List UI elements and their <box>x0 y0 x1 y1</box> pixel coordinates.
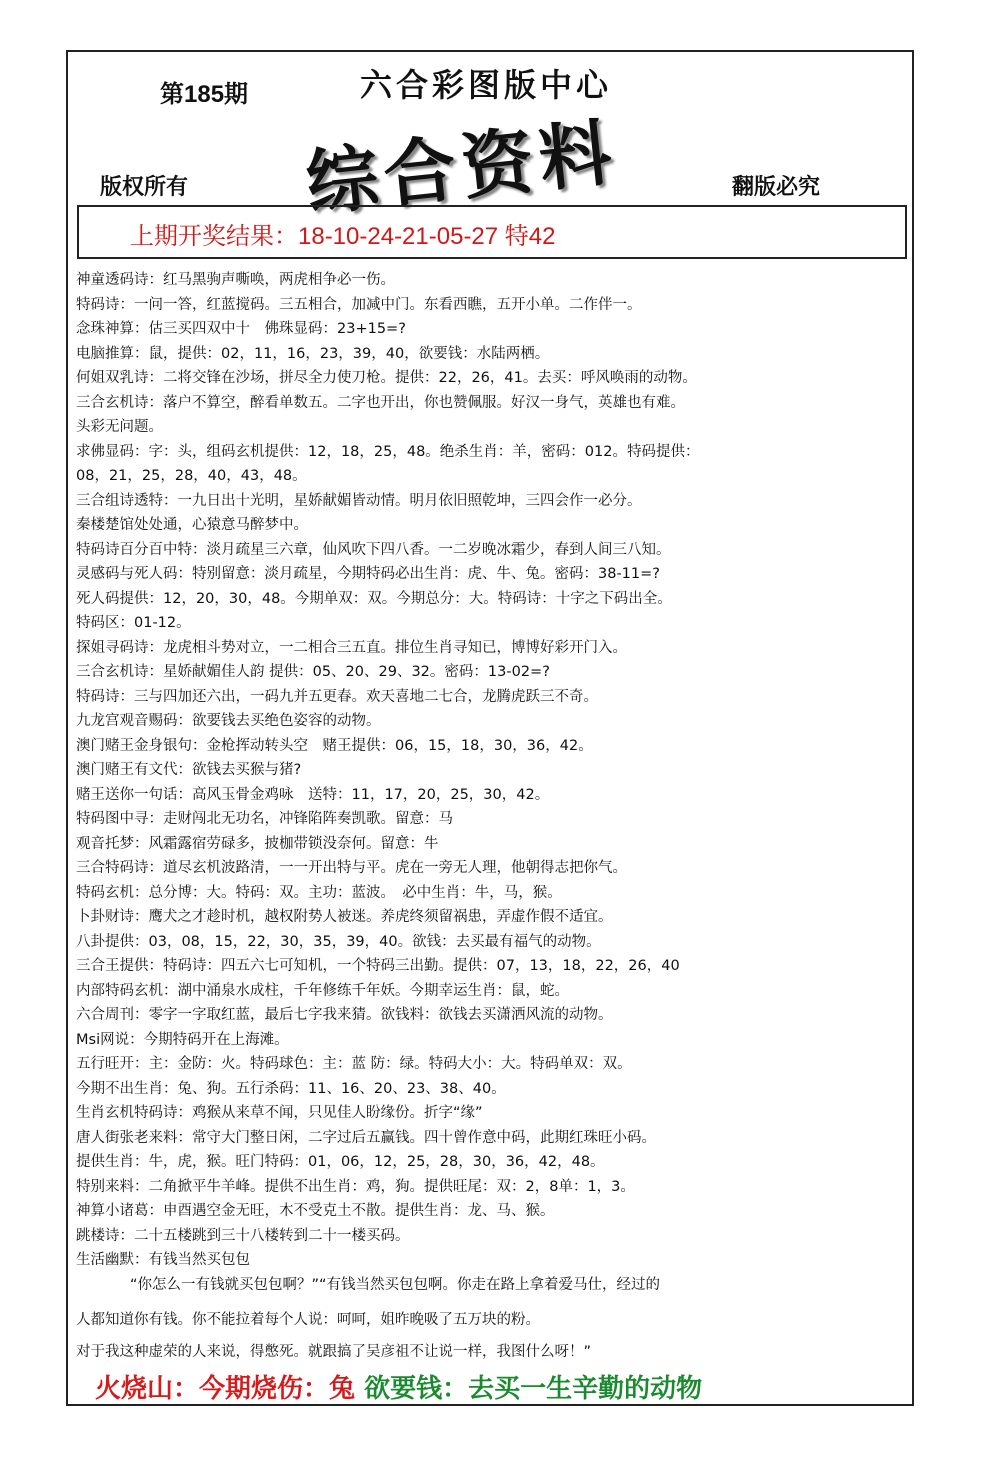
text-line: 三合玄机诗：星娇献媚佳人韵 提供：05、20、29、32。密码：13-02=? <box>76 664 550 680</box>
bottom-part-2: 欲要钱：去买一生辛勤的动物 <box>364 1374 703 1404</box>
text-line: 八卦提供：03，08，15，22，30，35，39，40。欲钱：去买最有福气的动物。 <box>76 933 601 950</box>
text-line: Msi网说：今期特码开在上海滩。 <box>76 1031 289 1048</box>
text-line: 三合组诗透特：一九日出十光明，星娇献媚皆动情。明月依旧照乾坤，三四会作一必分。 <box>76 492 642 509</box>
text-line: 电脑推算：鼠，提供：02，11，16，23，39，40，欲要钱：水陆两栖。 <box>76 345 550 362</box>
text-line: 三合王提供：特码诗：四五六七可知机，一个特码三出勤。提供：07，13，18，22，26，40 <box>76 958 680 974</box>
text-line: 特码诗百分百中特：淡月疏星三六章，仙风吹下四八香。一二岁晚冰霜少，春到人间三八知。 <box>76 541 671 558</box>
copyright-left: 版权所有 <box>100 174 189 200</box>
text-line: 内部特码玄机：湖中涌泉水成柱，千年修练千年妖。今期幸运生肖：鼠，蛇。 <box>76 982 569 999</box>
big-title: 综合资料 <box>301 108 622 227</box>
text-line: 神算小诸葛：申酉遇空金无旺，木不受克土不散。提供生肖：龙、马、猴。 <box>76 1203 555 1219</box>
text-line: 跳楼诗：二十五楼跳到三十八楼转到二十一楼买码。 <box>76 1227 410 1244</box>
text-line: 秦楼楚馆处处通，心猿意马醉梦中。 <box>76 517 308 533</box>
text-line: 特码区：01-12。 <box>76 615 191 631</box>
text-line: 六合周刊：零字一字取红蓝，最后七字我来猜。欲钱料：欲钱去买潇洒风流的动物。 <box>76 1007 613 1023</box>
content-lines <box>76 268 906 1273</box>
bottom-part-1: 火烧山：今期烧伤：兔 <box>95 1374 356 1404</box>
text-line: 三合玄机诗：落户不算空，醉看单数五。二字也开出，你也赞佩服。好汉一身气，英雄也有难。 <box>76 394 685 411</box>
text-line: 念珠神算：估三买四双中十 佛珠显码：23+15=? <box>76 321 406 337</box>
center-title: 六合彩图版中心 <box>360 66 613 104</box>
last-result: 上期开奖结果：18-10-24-21-05-27 特42 <box>130 223 556 250</box>
text-line: 五行旺开：主：金防：火。特码球色：主：蓝 防：绿。特码大小：大。特码单双：双。 <box>76 1056 632 1072</box>
text-line: 探姐寻码诗：龙虎相斗势对立，一二相合三五直。排位生肖寻知已，博博好彩开门入。 <box>76 639 627 656</box>
text-line: 特别来料：二角掀平牛羊峰。提供不出生肖：鸡，狗。提供旺尾：双：2，8单：1，3。 <box>76 1178 635 1195</box>
text-line: 何姐双乳诗：二将交锋在沙场，拼尽全力使刀枪。提供：22，26，41。去买：呼风唤雨的动物。 <box>76 370 697 386</box>
story-line: 人都知道你有钱。你不能拉着每个人说：呵呵，姐昨晚吸了五万块的粉。 <box>76 1312 540 1328</box>
text-line: 特码诗：一问一答，红蓝搅码。三五相合，加减中门。东看西瞧，五开小单。二作伴一。 <box>76 296 642 313</box>
text-line: 特码诗：三与四加还六出，一码九并五更春。欢天喜地二七合，龙腾虎跃三不奇。 <box>76 688 598 705</box>
text-line: 特码玄机：总分博：大。特码：双。主功：蓝波。 必中生肖：牛，马，猴。 <box>76 884 562 901</box>
text-line: 澳门赌王有文代：欲钱去买猴与猪? <box>76 762 302 778</box>
text-line: 神童透码诗：红马黑驹声嘶唤，两虎相争必一伤。 <box>76 272 395 288</box>
text-line: 求佛显码：字：头，组码玄机提供：12，18，25，48。绝杀生肖：羊，密码：012。特码提供： <box>76 443 700 460</box>
text-line: 灵感码与死人码：特别留意：淡月疏星，今期特码必出生肖：虎、牛、兔。密码：38-11=? <box>76 566 660 582</box>
text-line: 九龙宫观音赐码：欲要钱去买绝色姿容的动物。 <box>76 713 381 729</box>
text-line: 特码图中寻：走财闯北无功名，冲锋陷阵奏凯歌。留意：马 <box>76 811 453 827</box>
issue-number: 第185期 <box>160 81 249 108</box>
bottom-banner <box>95 1368 702 1405</box>
text-line: 死人码提供：12，20，30，48。今期单双：双。今期总分：大。特码诗：十字之下码出全。 <box>76 590 672 607</box>
text-line: 今期不出生肖：兔、狗。五行杀码：11、16、20、23、38、40。 <box>76 1080 506 1097</box>
text-line: 赌王送你一句话：高风玉骨金鸡咏 送特：11，17，20，25，30，42。 <box>76 786 550 803</box>
text-line: 观音托梦：风霜露宿劳碌多，披枷带锁没奈何。留意：牛 <box>76 835 439 852</box>
text-line: 三合特码诗：道尽玄机波路清，一一开出特与平。虎在一旁无人理，他朝得志把你气。 <box>76 860 627 876</box>
text-line: 卜卦财诗：鹰犬之才趁时机，越权附势人被迷。养虎终须留祸患，弄虚作假不适宜。 <box>76 909 613 925</box>
text-line: 澳门赌王金身银句：金枪挥动转头空 赌王提供：06，15，18，30，36，42。 <box>76 737 593 754</box>
story-line: “你怎么一有钱就买包包啊？”“有钱当然买包包啊。你走在路上拿着爱马仕，经过的 <box>130 1277 661 1293</box>
text-line: 唐人街张老来料：常守大门整日闲，二字过后五赢钱。四十曾作意中码，此期红珠旺小码。 <box>76 1129 656 1146</box>
text-line: 头彩无问题。 <box>76 419 163 435</box>
text-line: 08，21，25，28，40，43，48。 <box>76 468 307 484</box>
text-line: 生肖玄机特码诗：鸡猴从来草不闻，只见佳人盼缘份。折字“缘” <box>76 1105 483 1121</box>
copyright-right: 翻版必究 <box>732 174 821 200</box>
text-line: 生活幽默：有钱当然买包包 <box>76 1252 250 1268</box>
text-line: 提供生肖：牛，虎，猴。旺门特码：01，06，12，25，28，30，36，42，48。 <box>76 1154 605 1170</box>
story-line: 对于我这种虚荣的人来说，得憋死。就跟搞了吴彦祖不让说一样，我图什么呀！” <box>76 1344 592 1360</box>
